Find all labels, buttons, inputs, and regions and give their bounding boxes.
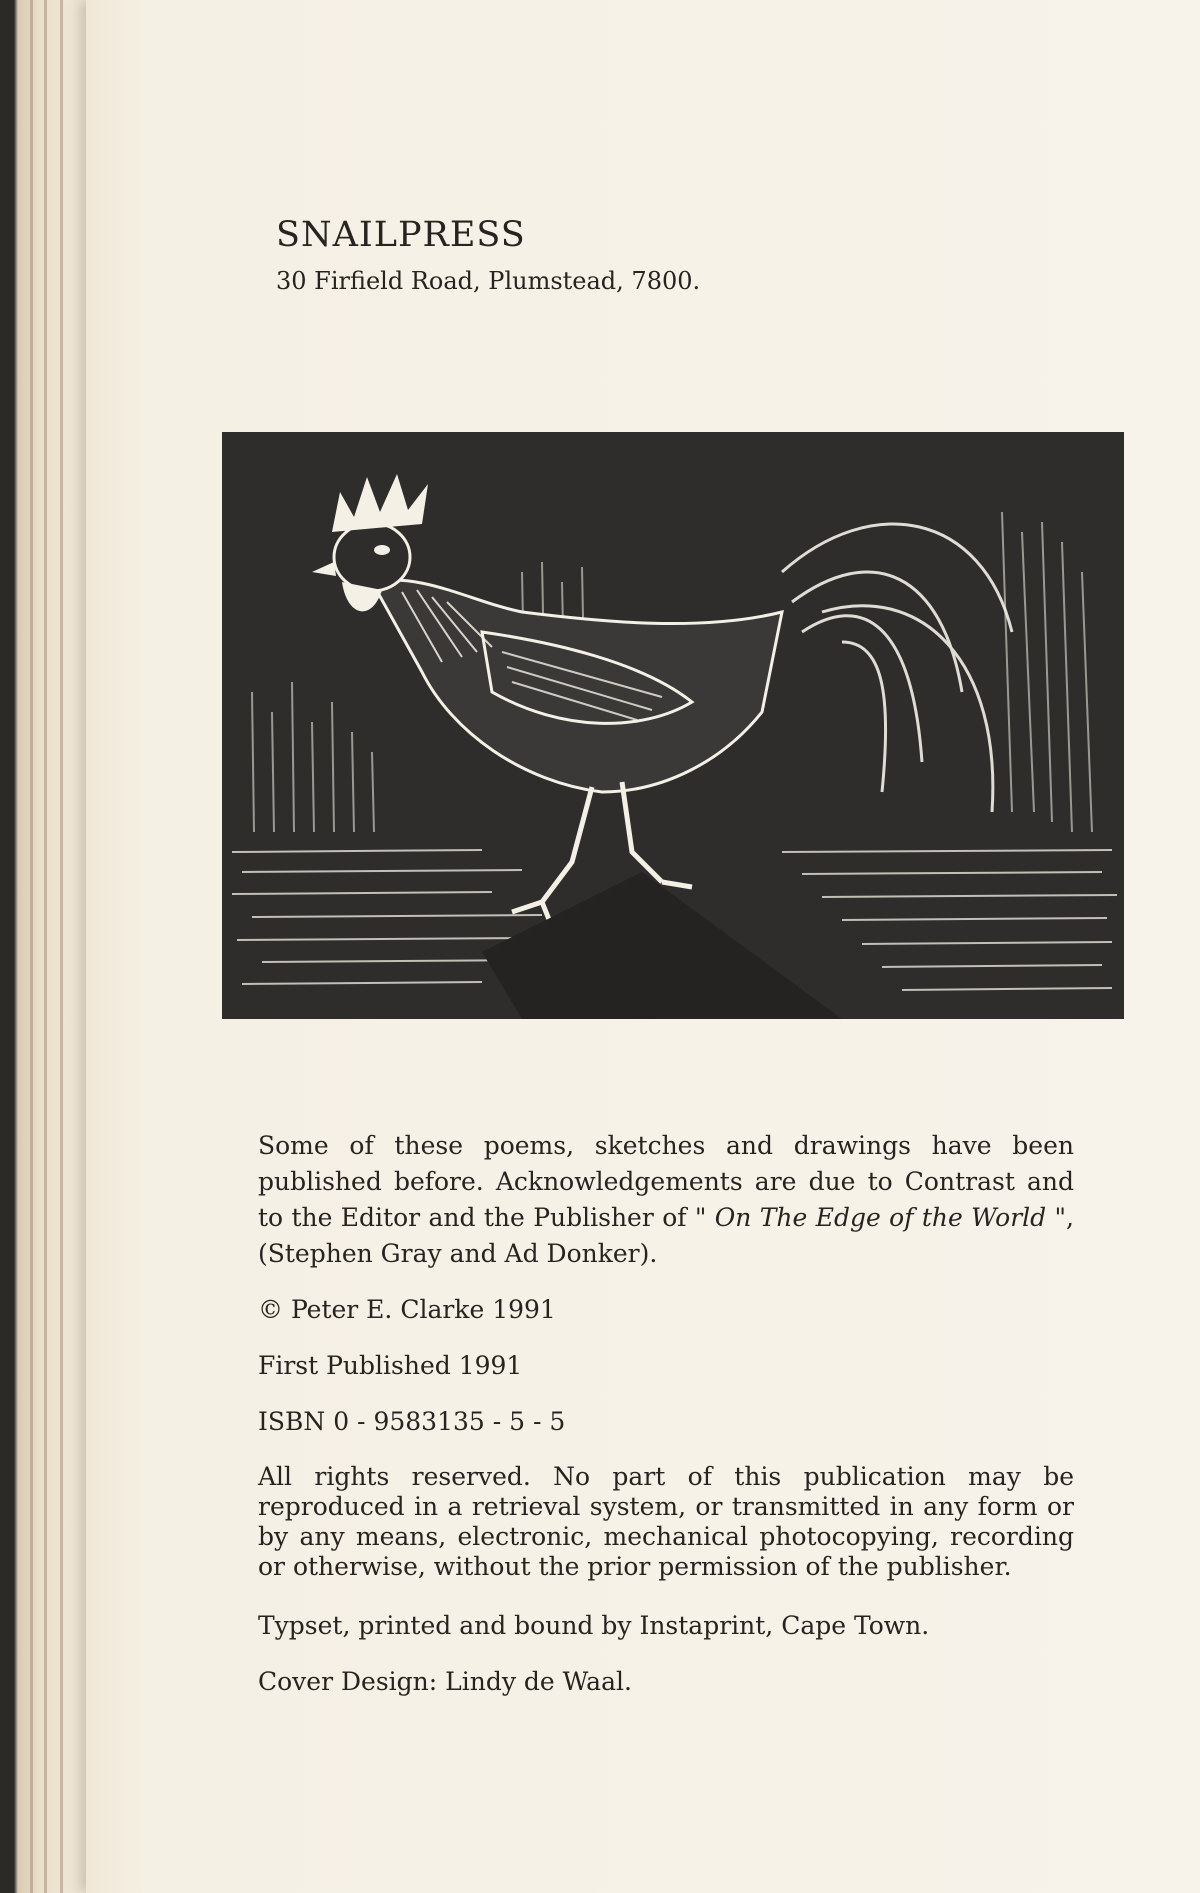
printer-credit: Typset, printed and bound by Instaprint, Cape Town.: [258, 1611, 930, 1640]
rooster-woodcut-illustration: [222, 432, 1124, 1019]
acknowledgement-paragraph: [258, 1128, 1074, 1272]
colophon-text: [258, 1128, 1074, 1700]
publisher-address: 30 Firfield Road, Plumstead, 7800.: [276, 267, 701, 295]
page-edge: [30, 0, 33, 1893]
acknowledgement-text: Some of these poems, sketches and drawings have been published before. Acknowledgements are due to Contrast and to the Editor and the Publisher of: [258, 1131, 1074, 1232]
publisher-name: SNAILPRESS: [276, 215, 526, 255]
copyright-notice: © Peter E. Clarke 1991: [258, 1295, 556, 1324]
acknowledgement-credits: , (Stephen Gray and Ad Donker).: [258, 1203, 1074, 1268]
page-edge: [60, 0, 63, 1893]
publisher-block: [276, 215, 700, 299]
cover-design-credit: Cover Design: Lindy de Waal.: [258, 1667, 632, 1696]
page-edge: [44, 0, 47, 1893]
isbn: ISBN 0 - 9583135 - 5 - 5: [258, 1407, 566, 1436]
rights-reserved-paragraph: All rights reserved. No part of this publication may be reproduced in a retrieval system, or transmitted in any form or by any means, electronic, mechanical photocopying, recording or otherwise, without the prior permission of the publisher.: [258, 1462, 1074, 1581]
cited-title: " On The Edge of the World ": [694, 1203, 1067, 1232]
first-published: First Published 1991: [258, 1351, 523, 1380]
rooster-woodcut-svg: [222, 432, 1124, 1019]
